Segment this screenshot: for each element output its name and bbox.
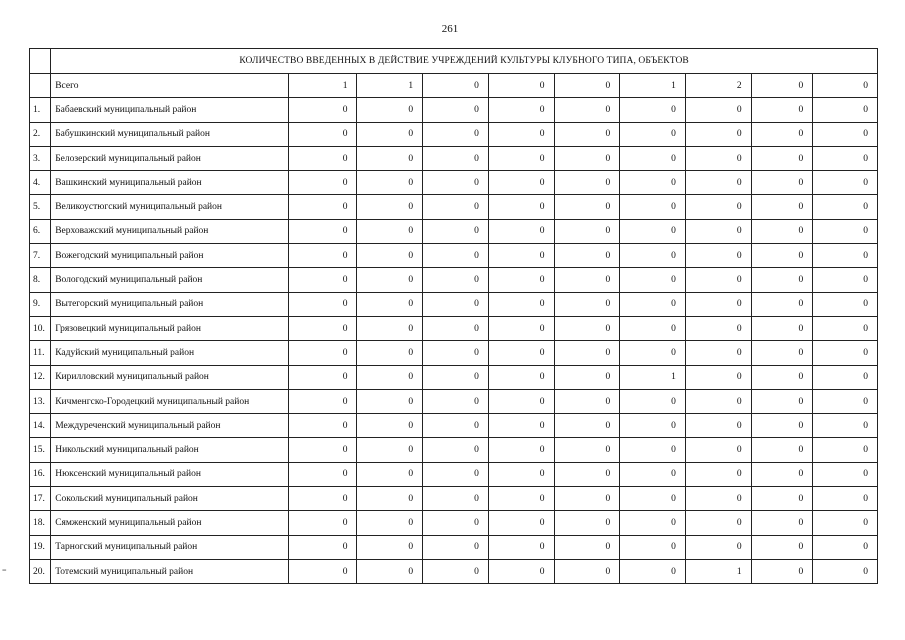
value-cell: 2 xyxy=(685,74,751,98)
table-row xyxy=(30,462,878,486)
value-cell: 0 xyxy=(685,98,751,122)
value-cell: 0 xyxy=(288,389,357,413)
value-cell: 0 xyxy=(423,365,489,389)
value-cell: 0 xyxy=(423,559,489,583)
value-cell: 0 xyxy=(288,414,357,438)
value-cell: 0 xyxy=(423,98,489,122)
value-cell: 0 xyxy=(813,511,878,535)
value-cell: 0 xyxy=(554,341,620,365)
value-cell: 0 xyxy=(685,292,751,316)
value-cell: 0 xyxy=(620,316,686,340)
value-cell: 0 xyxy=(488,268,554,292)
value-cell: 0 xyxy=(685,511,751,535)
district-name: Сямженский муниципальный район xyxy=(51,511,289,535)
row-number: 17. xyxy=(30,487,51,511)
value-cell: 0 xyxy=(620,487,686,511)
value-cell: 0 xyxy=(620,171,686,195)
district-name: Всего xyxy=(51,74,289,98)
district-name: Белозерский муниципальный район xyxy=(51,146,289,170)
value-cell: 0 xyxy=(423,146,489,170)
value-cell: 0 xyxy=(488,98,554,122)
value-cell: 0 xyxy=(813,74,878,98)
value-cell: 0 xyxy=(488,74,554,98)
district-name: Вашкинский муниципальный район xyxy=(51,171,289,195)
district-name: Кичменгско-Городецкий муниципальный район xyxy=(51,389,289,413)
value-cell: 0 xyxy=(685,244,751,268)
value-cell: 0 xyxy=(813,195,878,219)
value-cell: 0 xyxy=(554,365,620,389)
value-cell: 0 xyxy=(288,219,357,243)
table-row xyxy=(30,535,878,559)
value-cell: 0 xyxy=(554,487,620,511)
district-name: Междуреченский муниципальный район xyxy=(51,414,289,438)
value-cell: 0 xyxy=(751,268,813,292)
value-cell: 0 xyxy=(751,316,813,340)
value-cell: 0 xyxy=(751,462,813,486)
value-cell: 0 xyxy=(813,535,878,559)
value-cell: 0 xyxy=(620,414,686,438)
district-name: Верховажский муниципальный район xyxy=(51,219,289,243)
value-cell: 0 xyxy=(423,195,489,219)
value-cell: 0 xyxy=(488,487,554,511)
value-cell: 0 xyxy=(288,195,357,219)
value-cell: 0 xyxy=(423,462,489,486)
value-cell: 0 xyxy=(751,219,813,243)
row-number: 5. xyxy=(30,195,51,219)
value-cell: 0 xyxy=(488,316,554,340)
value-cell: 0 xyxy=(685,122,751,146)
row-number: 14. xyxy=(30,414,51,438)
value-cell: 0 xyxy=(288,462,357,486)
value-cell: 1 xyxy=(685,559,751,583)
table-row xyxy=(30,292,878,316)
value-cell: 0 xyxy=(554,195,620,219)
value-cell: 0 xyxy=(620,244,686,268)
title-corner-cell xyxy=(30,49,51,74)
value-cell: 0 xyxy=(423,487,489,511)
value-cell: 0 xyxy=(488,219,554,243)
value-cell: 0 xyxy=(554,74,620,98)
value-cell: 0 xyxy=(554,268,620,292)
value-cell: 0 xyxy=(488,244,554,268)
value-cell: 0 xyxy=(288,535,357,559)
value-cell: 0 xyxy=(357,414,423,438)
value-cell: 0 xyxy=(423,341,489,365)
value-cell: 0 xyxy=(813,438,878,462)
value-cell: 0 xyxy=(813,487,878,511)
value-cell: 0 xyxy=(357,389,423,413)
value-cell: 0 xyxy=(813,122,878,146)
value-cell: 0 xyxy=(423,219,489,243)
page-number: 261 xyxy=(441,23,459,35)
value-cell: 0 xyxy=(751,365,813,389)
value-cell: 0 xyxy=(620,559,686,583)
value-cell: 0 xyxy=(751,244,813,268)
value-cell: 0 xyxy=(554,171,620,195)
value-cell: 0 xyxy=(288,559,357,583)
value-cell: 1 xyxy=(357,74,423,98)
value-cell: 0 xyxy=(357,146,423,170)
value-cell: 0 xyxy=(423,244,489,268)
value-cell: 0 xyxy=(685,365,751,389)
value-cell: 0 xyxy=(751,389,813,413)
row-number: 3. xyxy=(30,146,51,170)
table-row xyxy=(30,438,878,462)
value-cell: 0 xyxy=(813,244,878,268)
value-cell: 0 xyxy=(488,535,554,559)
margin-mark: = xyxy=(2,566,7,575)
value-cell: 0 xyxy=(813,292,878,316)
value-cell: 0 xyxy=(357,365,423,389)
value-cell: 0 xyxy=(288,146,357,170)
value-cell: 0 xyxy=(813,316,878,340)
district-name: Кирилловский муниципальный район xyxy=(51,365,289,389)
row-number: 19. xyxy=(30,535,51,559)
value-cell: 0 xyxy=(685,462,751,486)
value-cell: 0 xyxy=(423,511,489,535)
value-cell: 0 xyxy=(288,316,357,340)
value-cell: 0 xyxy=(751,487,813,511)
value-cell: 0 xyxy=(488,389,554,413)
value-cell: 0 xyxy=(288,341,357,365)
value-cell: 0 xyxy=(357,244,423,268)
value-cell: 0 xyxy=(685,535,751,559)
row-number: 2. xyxy=(30,122,51,146)
value-cell: 0 xyxy=(751,195,813,219)
value-cell: 0 xyxy=(357,438,423,462)
district-name: Никольский муниципальный район xyxy=(51,438,289,462)
table-row xyxy=(30,171,878,195)
value-cell: 0 xyxy=(357,171,423,195)
value-cell: 0 xyxy=(813,414,878,438)
value-cell: 0 xyxy=(357,559,423,583)
value-cell: 0 xyxy=(488,195,554,219)
value-cell: 0 xyxy=(813,559,878,583)
district-name: Тотемский муниципальный район xyxy=(51,559,289,583)
value-cell: 0 xyxy=(751,171,813,195)
value-cell: 1 xyxy=(288,74,357,98)
value-cell: 0 xyxy=(620,341,686,365)
value-cell: 0 xyxy=(685,316,751,340)
value-cell: 0 xyxy=(813,365,878,389)
value-cell: 0 xyxy=(288,438,357,462)
value-cell: 0 xyxy=(685,414,751,438)
district-name: Вологодский муниципальный район xyxy=(51,268,289,292)
value-cell: 0 xyxy=(751,98,813,122)
value-cell: 0 xyxy=(620,122,686,146)
row-number xyxy=(30,74,51,98)
value-cell: 0 xyxy=(554,559,620,583)
table-row xyxy=(30,98,878,122)
value-cell: 0 xyxy=(288,365,357,389)
value-cell: 0 xyxy=(423,438,489,462)
value-cell: 0 xyxy=(423,268,489,292)
total-row xyxy=(30,74,878,98)
value-cell: 0 xyxy=(620,535,686,559)
value-cell: 0 xyxy=(423,316,489,340)
value-cell: 0 xyxy=(357,195,423,219)
district-name: Бабушкинский муниципальный район xyxy=(51,122,289,146)
value-cell: 0 xyxy=(685,146,751,170)
value-cell: 0 xyxy=(488,511,554,535)
value-cell: 1 xyxy=(620,74,686,98)
value-cell: 0 xyxy=(813,462,878,486)
value-cell: 0 xyxy=(488,438,554,462)
row-number: 12. xyxy=(30,365,51,389)
value-cell: 0 xyxy=(423,74,489,98)
value-cell: 0 xyxy=(554,462,620,486)
value-cell: 0 xyxy=(554,316,620,340)
row-number: 1. xyxy=(30,98,51,122)
value-cell: 0 xyxy=(423,389,489,413)
district-name: Нюксенский муниципальный район xyxy=(51,462,289,486)
value-cell: 0 xyxy=(620,389,686,413)
value-cell: 0 xyxy=(685,195,751,219)
value-cell: 0 xyxy=(685,487,751,511)
district-name: Великоустюгский муниципальный район xyxy=(51,195,289,219)
value-cell: 0 xyxy=(620,268,686,292)
value-cell: 0 xyxy=(554,244,620,268)
value-cell: 0 xyxy=(357,122,423,146)
value-cell: 0 xyxy=(751,511,813,535)
value-cell: 0 xyxy=(685,389,751,413)
value-cell: 0 xyxy=(554,535,620,559)
value-cell: 0 xyxy=(288,98,357,122)
value-cell: 0 xyxy=(751,122,813,146)
table-row xyxy=(30,122,878,146)
statistics-table xyxy=(29,48,878,584)
district-name: Грязовецкий муниципальный район xyxy=(51,316,289,340)
value-cell: 0 xyxy=(554,414,620,438)
value-cell: 0 xyxy=(751,146,813,170)
district-name: Вытегорский муниципальный район xyxy=(51,292,289,316)
row-number: 11. xyxy=(30,341,51,365)
value-cell: 0 xyxy=(813,268,878,292)
district-name: Кадуйский муниципальный район xyxy=(51,341,289,365)
row-number: 20. xyxy=(30,559,51,583)
value-cell: 0 xyxy=(554,438,620,462)
value-cell: 0 xyxy=(488,146,554,170)
value-cell: 0 xyxy=(751,414,813,438)
value-cell: 0 xyxy=(423,414,489,438)
value-cell: 0 xyxy=(488,341,554,365)
value-cell: 0 xyxy=(685,268,751,292)
value-cell: 0 xyxy=(813,171,878,195)
value-cell: 0 xyxy=(357,535,423,559)
value-cell: 0 xyxy=(554,389,620,413)
table-row xyxy=(30,146,878,170)
table-row xyxy=(30,365,878,389)
value-cell: 0 xyxy=(813,98,878,122)
value-cell: 0 xyxy=(685,438,751,462)
value-cell: 0 xyxy=(423,122,489,146)
value-cell: 0 xyxy=(423,292,489,316)
value-cell: 0 xyxy=(751,74,813,98)
row-number: 6. xyxy=(30,219,51,243)
row-number: 15. xyxy=(30,438,51,462)
value-cell: 0 xyxy=(488,122,554,146)
value-cell: 0 xyxy=(685,219,751,243)
value-cell: 0 xyxy=(357,487,423,511)
value-cell: 0 xyxy=(813,341,878,365)
row-number: 4. xyxy=(30,171,51,195)
table-row xyxy=(30,487,878,511)
value-cell: 0 xyxy=(288,268,357,292)
value-cell: 0 xyxy=(288,511,357,535)
value-cell: 0 xyxy=(751,341,813,365)
value-cell: 0 xyxy=(357,511,423,535)
table-row xyxy=(30,244,878,268)
value-cell: 0 xyxy=(751,535,813,559)
row-number: 9. xyxy=(30,292,51,316)
value-cell: 0 xyxy=(751,438,813,462)
value-cell: 0 xyxy=(357,316,423,340)
row-number: 10. xyxy=(30,316,51,340)
value-cell: 0 xyxy=(620,462,686,486)
value-cell: 0 xyxy=(357,219,423,243)
value-cell: 0 xyxy=(685,171,751,195)
row-number: 13. xyxy=(30,389,51,413)
value-cell: 0 xyxy=(554,146,620,170)
value-cell: 0 xyxy=(620,98,686,122)
table-row xyxy=(30,341,878,365)
value-cell: 0 xyxy=(357,292,423,316)
value-cell: 0 xyxy=(488,292,554,316)
row-number: 16. xyxy=(30,462,51,486)
row-number: 8. xyxy=(30,268,51,292)
value-cell: 0 xyxy=(288,244,357,268)
district-name: Сокольский муниципальный район xyxy=(51,487,289,511)
table-row xyxy=(30,389,878,413)
value-cell: 1 xyxy=(620,365,686,389)
value-cell: 0 xyxy=(685,341,751,365)
table-row xyxy=(30,195,878,219)
value-cell: 0 xyxy=(620,511,686,535)
value-cell: 0 xyxy=(554,511,620,535)
value-cell: 0 xyxy=(620,219,686,243)
value-cell: 0 xyxy=(620,438,686,462)
table-row xyxy=(30,559,878,583)
title-row xyxy=(30,49,878,74)
value-cell: 0 xyxy=(488,365,554,389)
value-cell: 0 xyxy=(423,535,489,559)
value-cell: 0 xyxy=(620,195,686,219)
table-row xyxy=(30,414,878,438)
table-row xyxy=(30,511,878,535)
value-cell: 0 xyxy=(288,171,357,195)
value-cell: 0 xyxy=(357,268,423,292)
district-name: Вожегодский муниципальный район xyxy=(51,244,289,268)
district-name: Тарногский муниципальный район xyxy=(51,535,289,559)
value-cell: 0 xyxy=(554,219,620,243)
value-cell: 0 xyxy=(813,219,878,243)
value-cell: 0 xyxy=(554,292,620,316)
value-cell: 0 xyxy=(488,559,554,583)
value-cell: 0 xyxy=(288,122,357,146)
value-cell: 0 xyxy=(751,559,813,583)
value-cell: 0 xyxy=(288,487,357,511)
value-cell: 0 xyxy=(813,389,878,413)
value-cell: 0 xyxy=(288,292,357,316)
value-cell: 0 xyxy=(488,414,554,438)
table-row xyxy=(30,219,878,243)
table-row xyxy=(30,268,878,292)
table-body xyxy=(30,49,878,584)
value-cell: 0 xyxy=(751,292,813,316)
value-cell: 0 xyxy=(554,122,620,146)
district-name: Бабаевский муниципальный район xyxy=(51,98,289,122)
value-cell: 0 xyxy=(357,462,423,486)
value-cell: 0 xyxy=(357,341,423,365)
value-cell: 0 xyxy=(620,146,686,170)
table-row xyxy=(30,316,878,340)
value-cell: 0 xyxy=(423,171,489,195)
value-cell: 0 xyxy=(620,292,686,316)
value-cell: 0 xyxy=(488,171,554,195)
value-cell: 0 xyxy=(813,146,878,170)
row-number: 7. xyxy=(30,244,51,268)
table-title: КОЛИЧЕСТВО ВВЕДЕННЫХ В ДЕЙСТВИЕ УЧРЕЖДЕНИЙ КУЛЬТУРЫ КЛУБНОГО ТИПА, ОБЪЕКТОВ xyxy=(51,49,878,74)
value-cell: 0 xyxy=(554,98,620,122)
row-number: 18. xyxy=(30,511,51,535)
value-cell: 0 xyxy=(488,462,554,486)
value-cell: 0 xyxy=(357,98,423,122)
